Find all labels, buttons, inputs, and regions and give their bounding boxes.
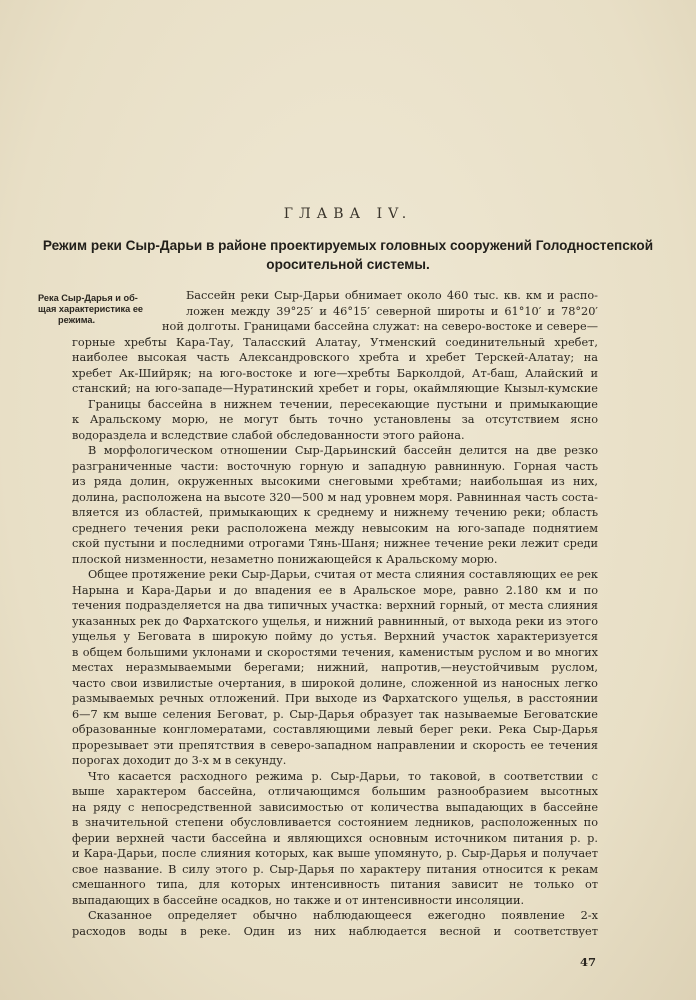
text-line: Общее протяжение реки Сыр-Дарьи, считая от места слияния составляющих ее рек [88,568,598,581]
chapter-heading: ГЛАВА IV. [283,206,413,222]
text-line: Сказанное определяет обычно наблюдающееся ежегодно появление 2-х [88,909,598,922]
body-text [72,288,598,939]
text-line: среднего течения реки расположена между невысоким на юго-западе поднятием [72,521,598,535]
text-line: 6—7 км выше селения Беговат, р. Сыр-Дарья образует так называемые Беговатские [72,707,598,721]
text-line: в значительной степени обусловливается состоянием ледников, расположенных по [72,816,598,829]
text-line: Нарына и Кара-Дарьи и до впадения ее в Аральское море, равно 2.180 км и по [72,583,598,597]
section-title [40,236,656,274]
text-line: выше характером бассейна, отличающимся большим разнообразием высотных [72,785,598,798]
text-line: Что касается расходного режима р. Сыр-Дарьи, то таковой, в соответствии с [88,769,598,783]
text-line: наиболее высокая часть Александровского хребта и хребет Терскей-Алатау; на [72,351,598,364]
text-line: Бассейн реки Сыр-Дарьи обнимает около 460 тыс. кв. км и распо- [186,289,598,302]
text-line: В морфологическом отношении Сыр-Дарьинский бассейн делится на две резко [88,444,598,457]
text-line: ущелья у Беговата в широкую пойму до устья. Верхний участок характеризуется [72,630,598,643]
text-line: горные хребты Кара-Тау, Таласский Алатау, Утменский соединительный хребет, [72,335,598,349]
text-line: прорезывает эти препятствия в северо-западном направлении и скорость ее течения [72,738,598,752]
text-line: и Кара-Дарьи, после слияния которых, как выше упомянуто, р. Сыр-Дарья и получает [72,847,598,860]
text-line: часто свои извилистые очертания, в широкой долине, сложенной из наносных легко [72,676,598,690]
margin-note-line: режима. [58,315,96,325]
title-line-1: Режим реки Сыр-Дарьи в районе проектируемых головных сооружений Голодностепской [42,238,654,253]
text-line: течения подразделяется на два типичных участка: верхний горный, от места слияния [72,599,598,612]
text-line: вляется из областей, примыкающих к среднему и нижнему течению реки; область [72,506,598,519]
text-line: в общем большими уклонами и скоростями течения, каменистым руслом и во многих [72,645,598,659]
text-line: ложен между 39°25′ и 46°15′ северной широты и 61°10′ и 78°20′ [186,304,598,318]
text-line: плоской низменности, незаметно понижающейся к Аральскому морю. [72,552,498,566]
text-line: свое название. В силу этого р. Сыр-Дарья по характеру питания относится к рекам [72,862,598,876]
title-line-2: оросительной системы. [266,257,430,272]
text-line: образованные конгломератами, составляющими левый берег реки. Река Сыр-Дарья [72,723,598,736]
text-line: на ряду с непосредственной зависимостью от количества выпадающих в бассейне [72,800,598,814]
text-line: порогах доходит до 3-х м в секунду. [72,754,287,767]
text-line: станский; на юго-западе—Нуратинский хребет и горы, окаймляющие Кызыл-кумские [72,382,598,395]
text-line: ской пустыни и последними отрогами Тянь-Шаня; нижнее течение реки лежит среди [72,537,598,550]
page-number: 47 [580,955,597,969]
text-line: размываемых речных отложений. При выходе из Фархатского ущелья, в расстоянии [72,692,598,705]
text-line: выпадающих в бассейне осадков, но также и от интенсивности инсоляции. [72,893,525,907]
text-line: к Аральскому морю, не могут быть точно установлены за отсутствием ясно [72,413,598,426]
text-line: долина, расположена на высоте 320—500 м над уровнем моря. Равнинная часть соста- [72,490,598,504]
text-line: смешанного типа, для которых интенсивность питания зависит не только от [72,878,598,891]
text-line: ной долготы. Границами бассейна служат: на северо-востоке и севере— [162,320,598,333]
margin-note-line: Река Сыр-Дарья и об- [38,293,138,303]
text-line: указанных рек до Фархатского ущелья, и нижний равнинный, от выхода реки из этого [72,614,598,628]
margin-note-line: щая характеристика ее [38,304,144,314]
text-line: разграниченные части: восточную горную и западную равнинную. Горная часть [72,459,598,473]
text-line: расходов воды в реке. Один из них наблюдается весной и соответствует [72,924,598,938]
text-line: ферии верхней части бассейна и являющихся основным источником питания р. р. [72,831,598,845]
text-line: хребет Ак-Шийряк; на юго-востоке и юге—хребты Барколдой, Ат-баш, Алайский и [72,366,598,380]
text-line: из ряда долин, окруженных высокими снеговыми хребтами; наибольшая из них, [72,475,598,488]
text-line: Границы бассейна в нижнем течении, пересекающие пустыни и примыкающие [88,397,598,411]
text-line: местах неразмываемыми берегами; нижний, напротив,—неустойчивым руслом, [72,661,598,674]
text-line: водораздела и вследствие слабой обследованности этого района. [72,428,465,442]
